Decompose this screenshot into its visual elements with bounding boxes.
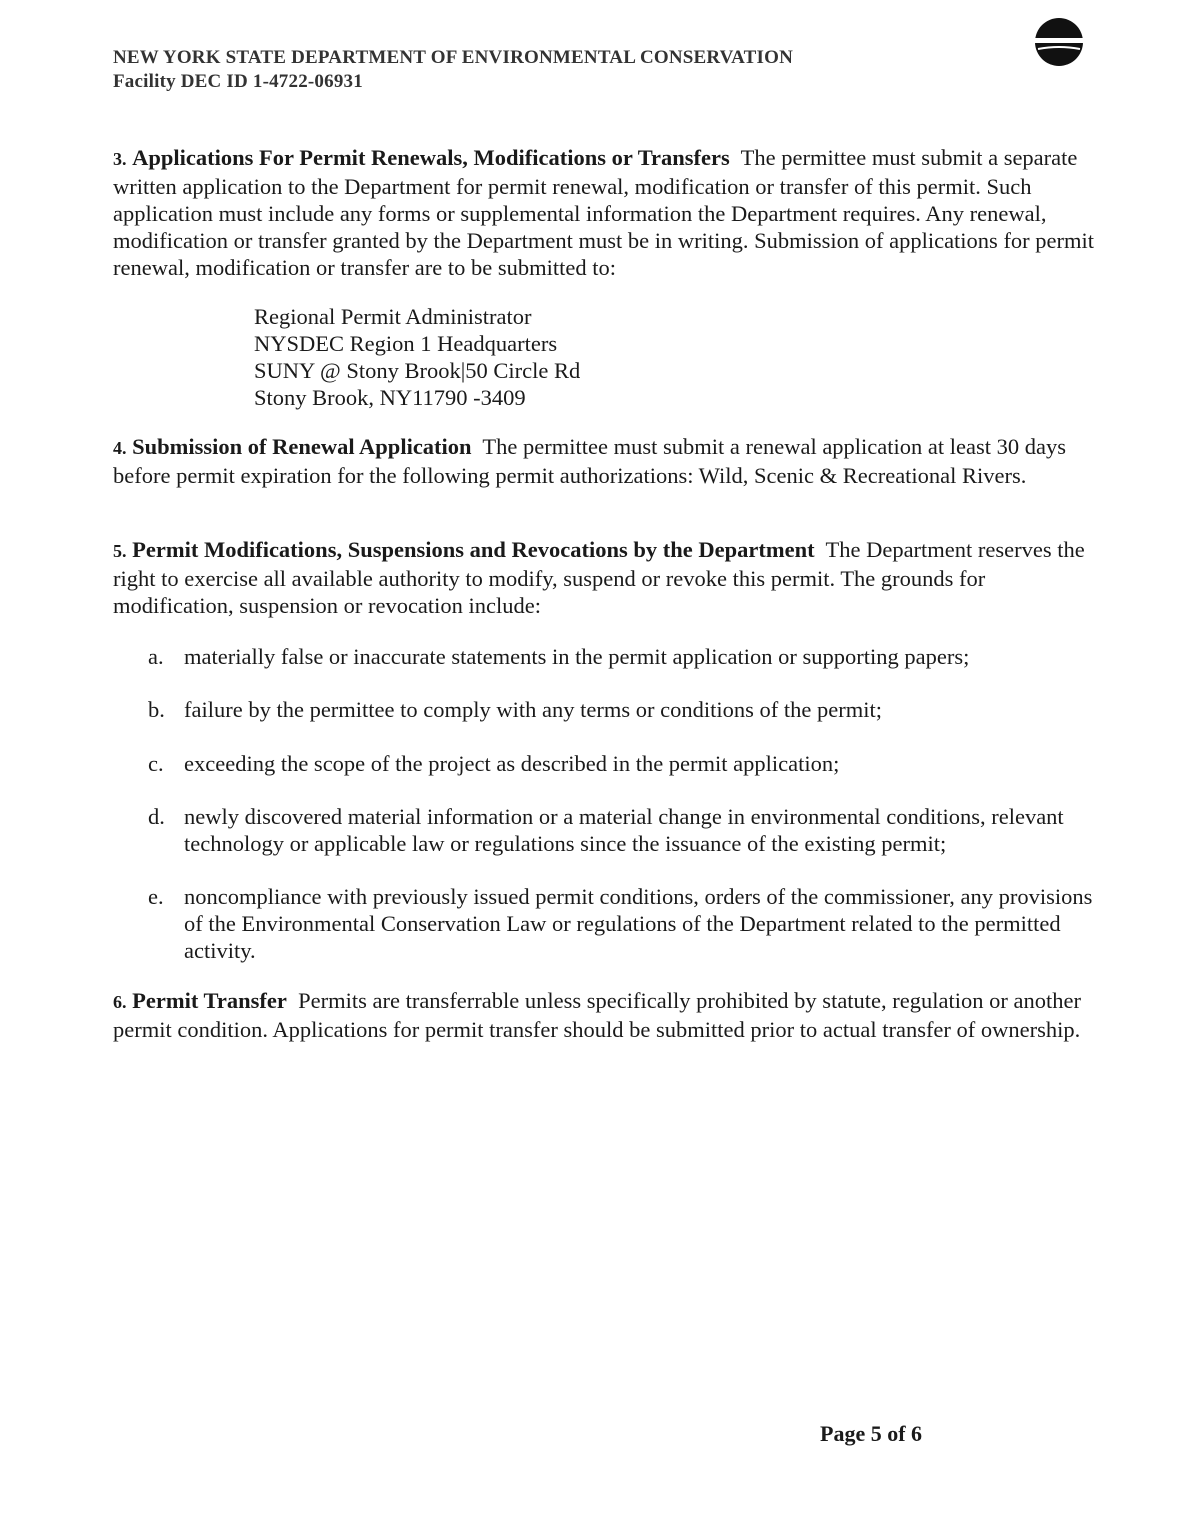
list-item	[148, 883, 1103, 964]
section-3	[113, 144, 1103, 281]
list-item-letter: a.	[148, 644, 164, 669]
section-body: The permittee must submit a renewal application at least 30 days before permit expiration for the following permit authorizations: Wild, Scenic & Recreational Rivers.	[113, 434, 1066, 488]
list-item-text: noncompliance with previously issued permit conditions, orders of the commissioner, any provisions of the Environmental Conservation Law or regulations of the Department related to the permitted activity.	[184, 884, 1093, 963]
section-number: 6.	[113, 992, 127, 1012]
section-heading: Permit Modifications, Suspensions and Revocations by the Department	[132, 537, 815, 562]
section-4	[113, 433, 1103, 489]
address-line: NYSDEC Region 1 Headquarters	[254, 331, 558, 356]
list-item-text: failure by the permittee to comply with any terms or conditions of the permit;	[184, 697, 882, 722]
section-heading: Submission of Renewal Application	[132, 434, 472, 459]
section-number: 5.	[113, 541, 127, 561]
list-item-letter: c.	[148, 751, 164, 776]
section-body: The permittee must submit a separate written application to the Department for permit renewal, modification or transfer of this permit. Such application must include any forms or supplemental information the Department requires. Any renewal, modification or transfer granted by the Department must be in writing. Submission of applications for permit renewal, modification or transfer are to be submitted to:	[113, 145, 1095, 280]
section-6	[113, 987, 1103, 1043]
section-heading: Permit Transfer	[132, 988, 287, 1013]
section-number: 3.	[113, 149, 127, 169]
list-item-text: exceeding the scope of the project as described in the permit application;	[184, 751, 840, 776]
address-line: Stony Brook, NY11790 -3409	[254, 385, 526, 410]
list-item	[148, 803, 1103, 857]
list-item	[148, 750, 1103, 777]
list-item	[148, 696, 1103, 723]
list-item-text: newly discovered material information or a material change in environmental conditions, relevant technology or applicable law or regulations since the issuance of the existing permit;	[184, 804, 1064, 856]
section-5	[113, 536, 1103, 619]
document-header	[113, 46, 793, 94]
address-line: Regional Permit Administrator	[254, 304, 532, 329]
section-number: 4.	[113, 438, 127, 458]
section-heading: Applications For Permit Renewals, Modifications or Transfers	[132, 145, 730, 170]
mailing-address	[254, 303, 580, 411]
list-item-letter: d.	[148, 804, 165, 829]
list-item-text: materially false or inaccurate statements in the permit application or supporting papers;	[184, 644, 970, 669]
list-item-letter: e.	[148, 884, 164, 909]
agency-name: NEW YORK STATE DEPARTMENT OF ENVIRONMENTAL CONSERVATION	[113, 47, 794, 68]
nysdec-logo-icon	[1034, 17, 1084, 67]
section-body: The Department reserves the right to exercise all available authority to modify, suspend or revoke this permit. The grounds for modification, suspension or revocation include:	[113, 537, 1085, 618]
address-line: SUNY @ Stony Brook|50 Circle Rd	[254, 358, 581, 383]
list-item	[148, 643, 1103, 670]
list-item-letter: b.	[148, 697, 165, 722]
section-body: Permits are transferrable unless specifically prohibited by statute, regulation or another permit condition. Applications for permit transfer should be submitted prior to actual transfer of ownership.	[113, 988, 1081, 1042]
facility-id: Facility DEC ID 1-4722-06931	[113, 71, 363, 92]
page-number: Page 5 of 6	[820, 1421, 923, 1446]
